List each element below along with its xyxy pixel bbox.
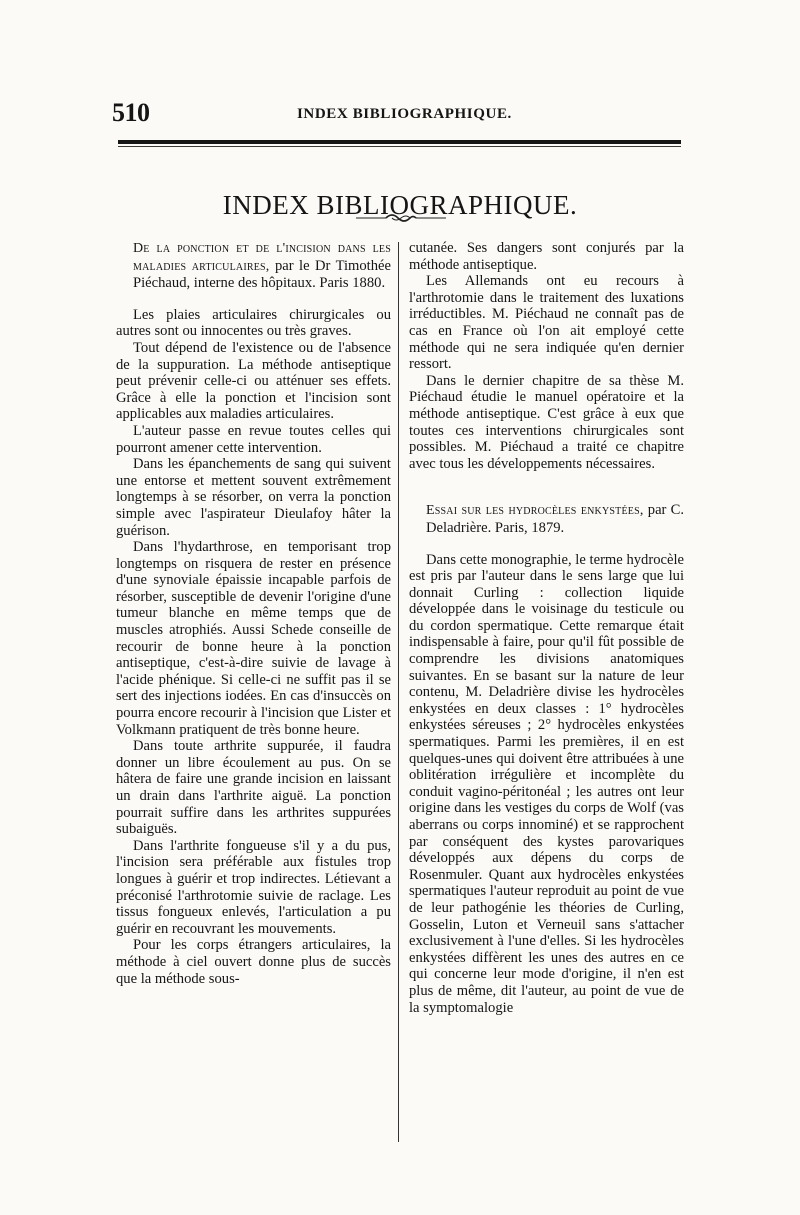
left-column [116, 240, 391, 987]
header-rule-thin [118, 146, 681, 147]
paragraph: Dans l'hydarthrose, en temporisant trop longtemps on risquera de rester en présence d'une synoviale épaissie incapable parfois de résorber, susceptible de devenir l'origine d'une tumeur blanche en même temps que de muscles atrophiés. Aussi Schede conseille de recourir de bonne heure à la ponction antiseptique, c'est-à-dire suivie de lavage à l'acide phénique. Si celle-ci ne suffit pas il se sert des injections iodées. En cas d'insuccès on pourra encore recourir à l'incision que Lister et Volkmann pratiquent de très bonne heure. [116, 539, 391, 738]
paragraph: Dans le dernier chapitre de sa thèse M. Piéchaud étudie le manuel opératoire et la méthode antiseptique. C'est grâce à eux que toutes ces interventions chirurgicales sont possibles. M. Piéchaud a traité ce chapitre avec tous les développements nécessaires. [409, 372, 684, 472]
bibliography-entry [409, 502, 684, 536]
paragraph: Pour les corps étrangers articulaires, la méthode à ciel ouvert donne plus de succès que la méthode sous- [116, 937, 391, 987]
running-header [112, 98, 687, 128]
entry-heading: Essai sur les hydrocèles enkystées, [426, 503, 644, 519]
paragraph: Dans toute arthrite suppurée, il faudra donner un libre écoulement au pus. On se hâtera de faire une grande incision en laissant un drain dans l'arthrite aiguë. La ponction pourrait suffire dans les arthrites suppurées subaiguës. [116, 738, 391, 838]
entry-author: par C. Deladrière. Paris, 1879. [426, 502, 684, 536]
paragraph: Les plaies articulaires chirurgicales ou autres sont ou innocentes ou très graves. [116, 306, 391, 340]
paragraph: Dans l'arthrite fongueuse s'il y a du pus, l'incision sera préférable aux fistules trop longues à guérir et trop indirectes. Létievant a préconisé l'arthrotomie suivie de raclage. Les tissus fongueux enlevés, l'articulation a pu guérir en recouvrant les mouvements. [116, 837, 391, 937]
paragraph: Les Allemands ont eu recours à l'arthrotomie dans le traitement des luxations irréductibles. M. Piéchaud ne connaît pas de cas en France où l'on ait employé cette méthode qui ne sera indiquée qu'en dernier ressort. [409, 273, 684, 373]
paragraph: Tout dépend de l'existence ou de l'absence de la suppuration. La méthode antiseptique peut prévenir celle-ci ou atténuer ses effets. Grâce à elle la ponction et l'incision sont applicables aux maladies articulaires. [116, 339, 391, 423]
entry-heading: De la ponction et de l'incision dans les maladies articulaires, [133, 241, 391, 274]
bibliography-entry [116, 240, 391, 292]
page-title: INDEX BIBLIOGRAPHIQUE. [222, 190, 578, 221]
fleuron-ornament-icon [356, 212, 446, 224]
running-title: INDEX BIBLIOGRAPHIQUE. [297, 106, 512, 122]
page-number: 510 [112, 98, 150, 127]
paragraph: cutanée. Ses dangers sont conjurés par la méthode antiseptique. [409, 240, 684, 273]
header-rule-thick [118, 140, 681, 144]
paragraph: Dans les épanchements de sang qui suivent une entorse et mettent souvent extrêmement longtemps à se résorber, on verra la ponction simple avec l'aspirateur Dieulafoy hâter la guérison. [116, 456, 391, 539]
paragraph: L'auteur passe en revue toutes celles qui pourront amener cette intervention. [116, 422, 391, 456]
paragraph: Dans cette monographie, le terme hydrocèle est pris par l'auteur dans le sens large que lui donnait Curling : collection liquide développée dans le voisinage du testicule ou du cordon spermatique. Cette remarque était indispensable à faire, pour qu'il fût possible de comprendre les divisions anatomiques suivantes. En se basant sur la nature de leur contenu, M. Deladrière divise les hydrocèles enkystées en deux classes : 1° hydrocèles enkystées séreuses ; 2° hydrocèles enkystées spermatiques. Parmi les premières, il en est quelques-unes qui doivent être attribuées à une oblitération irrégulière et incomplète du conduit vagino-péritonéal ; les autres ont leur origine dans les vestiges du corps de Wolf (vas aberrans ou corps innominé) et se rapprochent par conséquent des kystes parovariques développés aux dépens du corps de Rosenmuler. Quant aux hydrocèles enkystées spermatiques l'auteur reproduit au point de vue de leur pathogénie les théories de Curling, Gosselin, Luton et Verneuil sans s'attacher exclusivement à l'une d'elles. Si les hydrocèles enkystées diffèrent les unes des autres en ce qui concerne leur mode d'origine, il n'en est plus de même, dit l'auteur, au point de vue de la symptomalogie [409, 551, 684, 1016]
column-divider [398, 242, 399, 1142]
entry-author: par le Dr Timothée Piéchaud, interne des hôpitaux. Paris 1880. [133, 257, 391, 292]
right-column [409, 240, 684, 1016]
